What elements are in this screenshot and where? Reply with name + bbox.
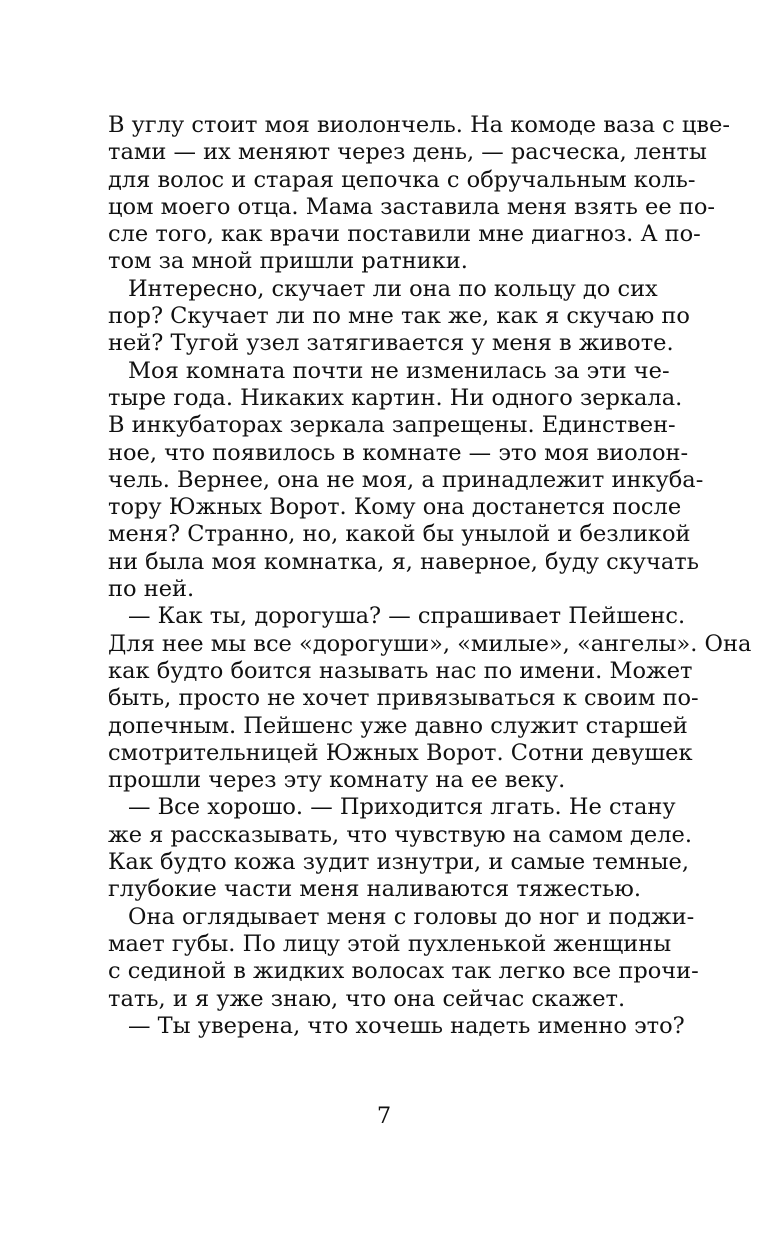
text-line: цом моего отца. Мама заставила меня взять ее по- — [108, 193, 715, 220]
paragraph — [108, 903, 699, 1013]
paragraph — [108, 357, 704, 604]
text-line: Для нее мы все «дорогуши», «милые», «ангелы». Она — [108, 630, 752, 657]
text-line: Моя комната почти не изменилась за эти че- — [128, 357, 670, 384]
text-line: В углу стоит моя виолончель. На комоде ваза с цве- — [108, 112, 730, 138]
text-line: чель. Вернее, она не моя, а принадлежит инкуба- — [108, 466, 704, 493]
text-line: ни была моя комнатка, я, наверное, буду скучать — [108, 548, 699, 575]
paragraph — [108, 112, 730, 276]
text-line: смотрительницей Южных Ворот. Сотни девушек — [108, 739, 693, 766]
text-line: — Ты уверена, что хочешь надеть именно это? — [128, 1012, 685, 1039]
text-line: Она оглядывает меня с головы до ног и поджи- — [128, 903, 695, 930]
text-line: глубокие части меня наливаются тяжестью. — [108, 876, 642, 903]
text-line: пор? Скучает ли по мне так же, как я скучаю по — [108, 303, 690, 330]
text-line: для волос и старая цепочка с обручальным коль- — [108, 166, 696, 193]
text-line: том за мной пришли ратники. — [108, 248, 468, 275]
text-line: — Как ты, дорогуша? — спрашивает Пейшенс. — [128, 603, 686, 630]
text-line: тыре года. Никаких картин. Ни одного зеркала. — [108, 384, 683, 411]
text-line: тами — их меняют через день, — расческа, ленты — [108, 139, 707, 166]
text-line: ное, что появилось в комнате — это моя виолон- — [108, 439, 689, 466]
text-line: тору Южных Ворот. Кому она достанется после — [108, 494, 682, 521]
text-line: с сединой в жидких волосах так легко все прочи- — [108, 958, 699, 985]
text-line: В инкубаторах зеркала запрещены. Единствен- — [108, 412, 676, 439]
page-number: 7 — [376, 1103, 392, 1129]
text-line: как будто боится называть нас по имени. Может — [108, 657, 693, 684]
text-line: тать, и я уже знаю, что она сейчас скажет. — [108, 985, 626, 1012]
body-text — [108, 112, 752, 1040]
text-line: же я рассказывать, что чувствую на самом деле. — [108, 821, 692, 848]
text-line: Интересно, скучает ли она по кольцу до сих — [128, 275, 658, 302]
text-line: Как будто кожа зудит изнутри, и самые темные, — [108, 849, 689, 876]
paragraph — [108, 275, 690, 358]
paragraph — [108, 603, 752, 794]
text-line: меня? Странно, но, какой бы унылой и безликой — [108, 521, 691, 548]
text-line: по ней. — [108, 576, 195, 603]
text-line: быть, просто не хочет привязываться к своим по- — [108, 685, 699, 712]
text-line: ней? Тугой узел затягивается у меня в животе. — [108, 330, 674, 357]
paragraph — [108, 794, 692, 903]
text-line: сле того, как врачи поставили мне диагноз. А по- — [108, 221, 701, 248]
text-line: прошли через эту комнату на ее веку. — [108, 767, 566, 794]
paragraph — [108, 1012, 685, 1040]
text-line: — Все хорошо. — Приходится лгать. Не стану — [128, 794, 676, 821]
text-line: мает губы. По лицу этой пухленькой женщины — [108, 930, 672, 957]
text-line: допечным. Пейшенс уже давно служит старшей — [108, 712, 688, 739]
